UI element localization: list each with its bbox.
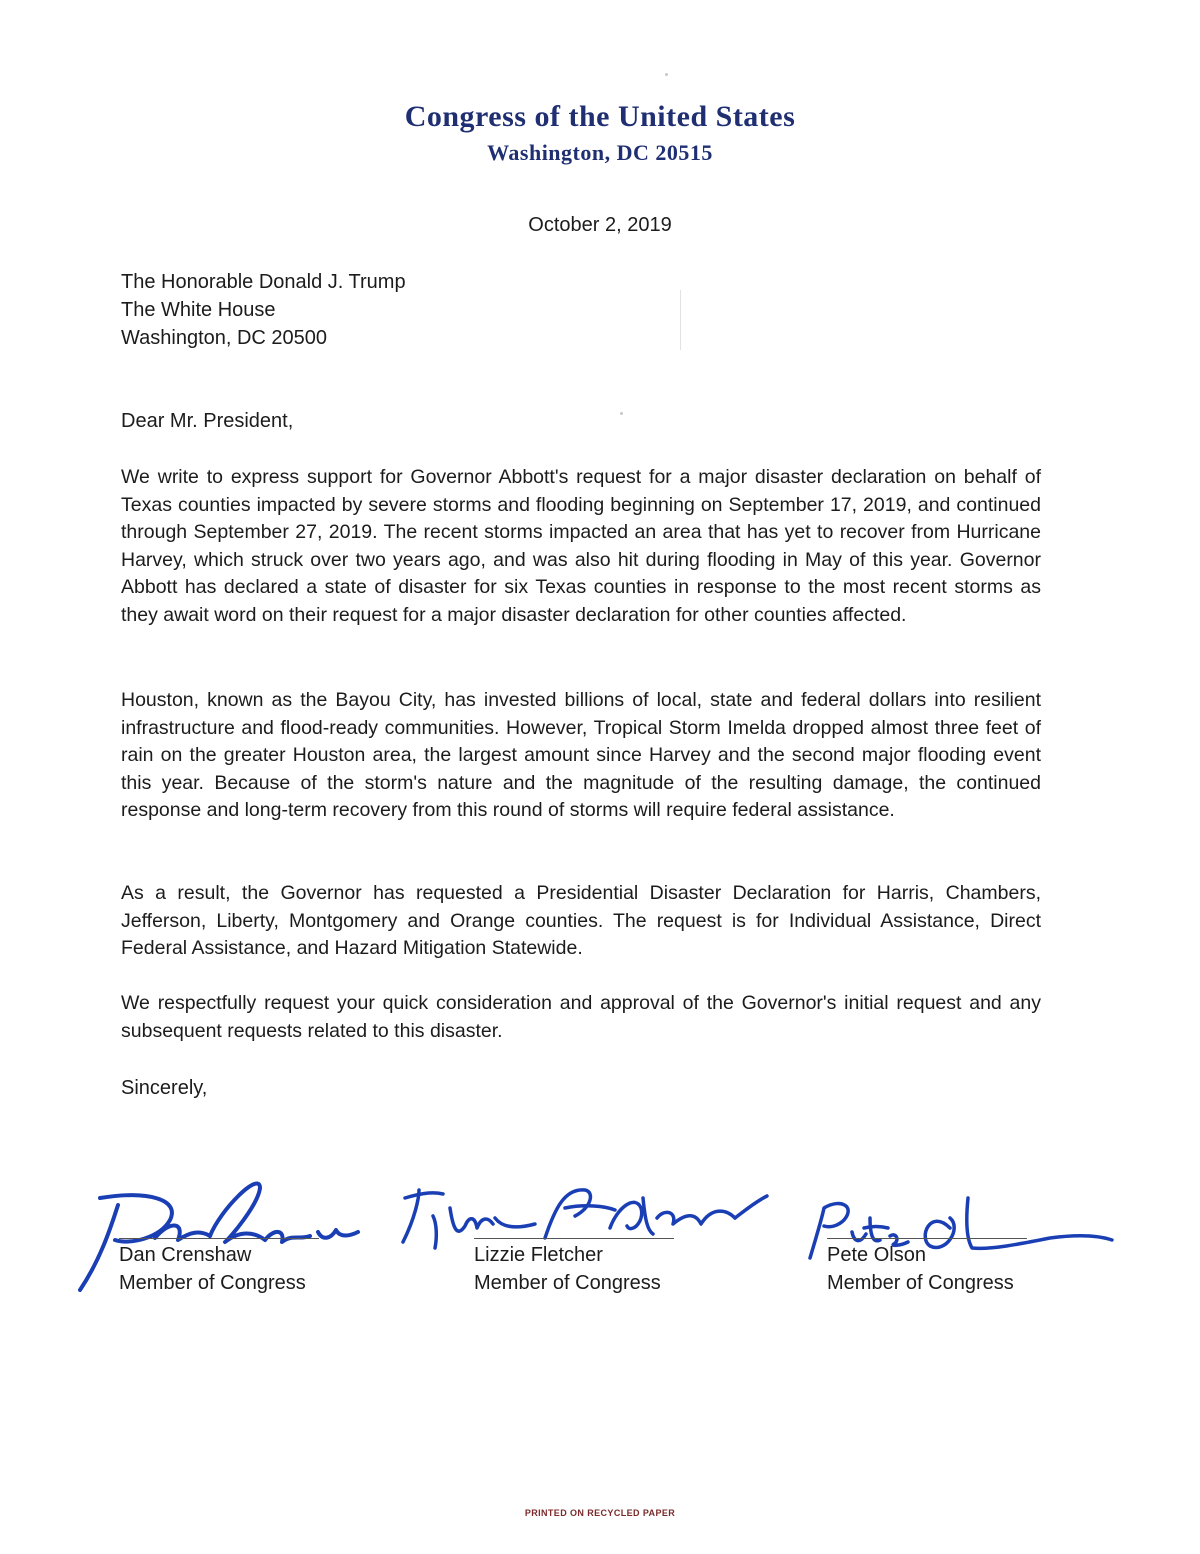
salutation: Dear Mr. President, — [121, 410, 294, 432]
signatory-title: Member of Congress — [474, 1272, 661, 1294]
recipient-office: The White House — [121, 299, 276, 321]
recipient-name: The Honorable Donald J. Trump — [121, 271, 406, 293]
recipient-address — [121, 268, 406, 352]
signatory-name: Lizzie Fletcher — [474, 1244, 603, 1266]
recipient-city: Washington, DC 20500 — [121, 327, 328, 349]
scan-speck — [620, 412, 623, 415]
body-paragraph-3: As a result, the Governor has requested a Presidential Disaster Declaration for Harris, Chambers, Jefferson, Liberty, Montgomery and Orange counties. The request is for Individual Assistance, Direct Federal Assistance, and Hazard Mitigation Statewide. — [121, 882, 1041, 959]
body-paragraph-4: We respectfully request your quick consideration and approval of the Governor's initial request and any subsequent requests related to this disaster. — [121, 992, 1041, 1042]
signature-line — [474, 1238, 674, 1239]
body-paragraph-1: We write to express support for Governor Abbott's request for a major disaster declaration on behalf of Texas counties impacted by severe storms and flooding beginning on September 17, 2019, and continued through September 27, 2019. The recent storms impacted an area that has yet to recover from Hurricane Harvey, which struck over two years ago, and was also hit during flooding in May of this year. Governor Abbott has declared a state of disaster for six Texas counties in response to the most recent storms as they await word on their request for a major disaster declaration for other counties affected. — [121, 466, 1041, 626]
scan-speck — [665, 73, 668, 76]
signatory-name: Dan Crenshaw — [119, 1244, 252, 1266]
letter-date: October 2, 2019 — [528, 214, 672, 236]
letterhead-address: Washington, DC 20515 — [487, 140, 713, 165]
body-paragraph-2: Houston, known as the Bayou City, has invested billions of local, state and federal dollars into resilient infrastructure and flood-ready communities. However, Tropical Storm Imelda dropped almost three feet of rain on the greater Houston area, the largest amount since Harvey and the second major flooding event this year. Because of the storm's nature and the magnitude of the resulting damage, the continued response and long-term recovery from this round of storms will require federal assistance. — [121, 689, 1041, 821]
signature-line — [827, 1238, 1027, 1239]
signatory-title: Member of Congress — [119, 1272, 306, 1294]
signatory-olson — [827, 1238, 1027, 1297]
letterhead-title: Congress of the United States — [404, 100, 796, 133]
signatory-title: Member of Congress — [827, 1272, 1014, 1294]
signature-line — [119, 1238, 319, 1239]
recycled-paper-footer: PRINTED ON RECYCLED PAPER — [524, 1508, 676, 1518]
scan-speck — [680, 290, 681, 350]
signatory-name: Pete Olson — [827, 1244, 926, 1266]
signatory-fletcher — [474, 1238, 674, 1297]
closing: Sincerely, — [121, 1077, 208, 1099]
signatory-crenshaw — [119, 1238, 319, 1297]
